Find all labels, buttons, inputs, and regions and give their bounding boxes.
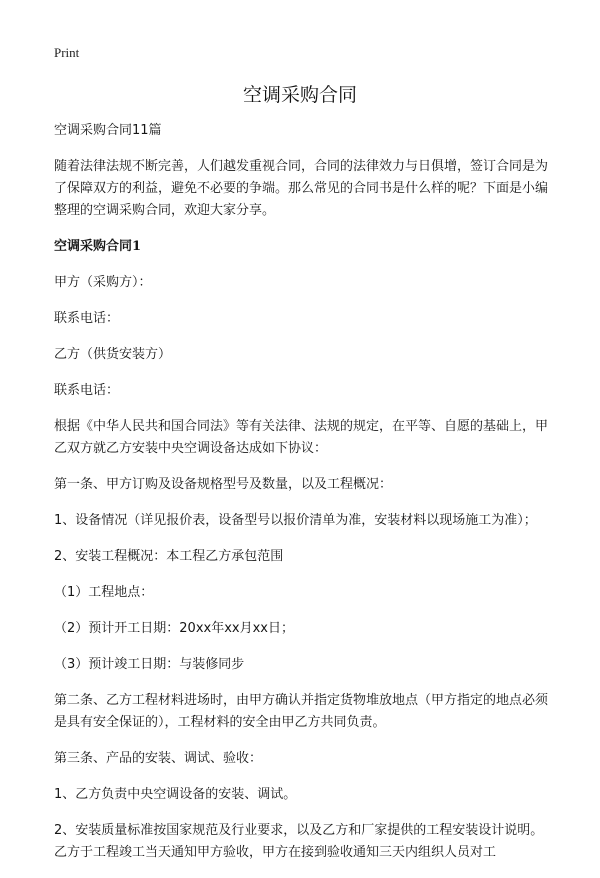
print-label[interactable]: Print [54, 45, 80, 60]
party-a-phone-line: 联系电话： [54, 311, 120, 326]
party-b-line: 乙方（供货安装方） [54, 347, 172, 362]
party-b-phone-line: 联系电话： [54, 383, 120, 398]
party-a-line: 甲方（采购方）： [54, 275, 152, 290]
article-3-item-1: 1、乙方负责中央空调设备的安装、调试。 [54, 787, 297, 802]
legal-basis-paragraph: 根据《中华人民共和国合同法》等有关法律、法规的规定，在平等、自愿的基础上，甲乙双方就乙方安装中央空调设备达成如下协议： [54, 419, 549, 456]
document-body [54, 120, 548, 878]
document-subtitle: 空调采购合同11篇 [54, 123, 162, 138]
article-3-item-2: 2、安装质量标准按国家规范及行业要求，以及乙方和厂家提供的工程安装设计说明。乙方于工程竣工当天通知甲方验收，甲方在接到验收通知三天内组织人员对工 [54, 823, 544, 860]
document-title: 空调采购合同 [242, 84, 357, 106]
intro-paragraph: 随着法律法规不断完善，人们越发重视合同，合同的法律效力与日俱增，签订合同是为了保障双方的利益，避免不必要的争端。那么常见的合同书是什么样的呢？下面是小编整理的空调采购合同，欢迎大家分享。 [54, 159, 549, 218]
section-heading: 空调采购合同1 [54, 239, 142, 254]
article-3-heading: 第三条、产品的安装、调试、验收： [54, 751, 263, 766]
completion-date-line: （3）预计竣工日期：与装修同步 [54, 657, 245, 672]
article-1-heading: 第一条、甲方订购及设备规格型号及数量，以及工程概况： [54, 477, 393, 492]
start-date-line: （2）预计开工日期：20xx年xx月xx日； [54, 621, 294, 636]
article-2-paragraph: 第二条、乙方工程材料进场时，由甲方确认并指定货物堆放地点（甲方指定的地点必须是具有安全保证的），工程材料的安全由甲乙方共同负责。 [54, 693, 549, 730]
article-1-item-2: 2、安装工程概况：本工程乙方承包范围 [54, 549, 284, 564]
project-location-line: （1）工程地点： [54, 585, 154, 600]
article-1-item-1: 1、设备情况（详见报价表，设备型号以报价清单为准，安装材料以现场施工为准）； [54, 513, 537, 528]
